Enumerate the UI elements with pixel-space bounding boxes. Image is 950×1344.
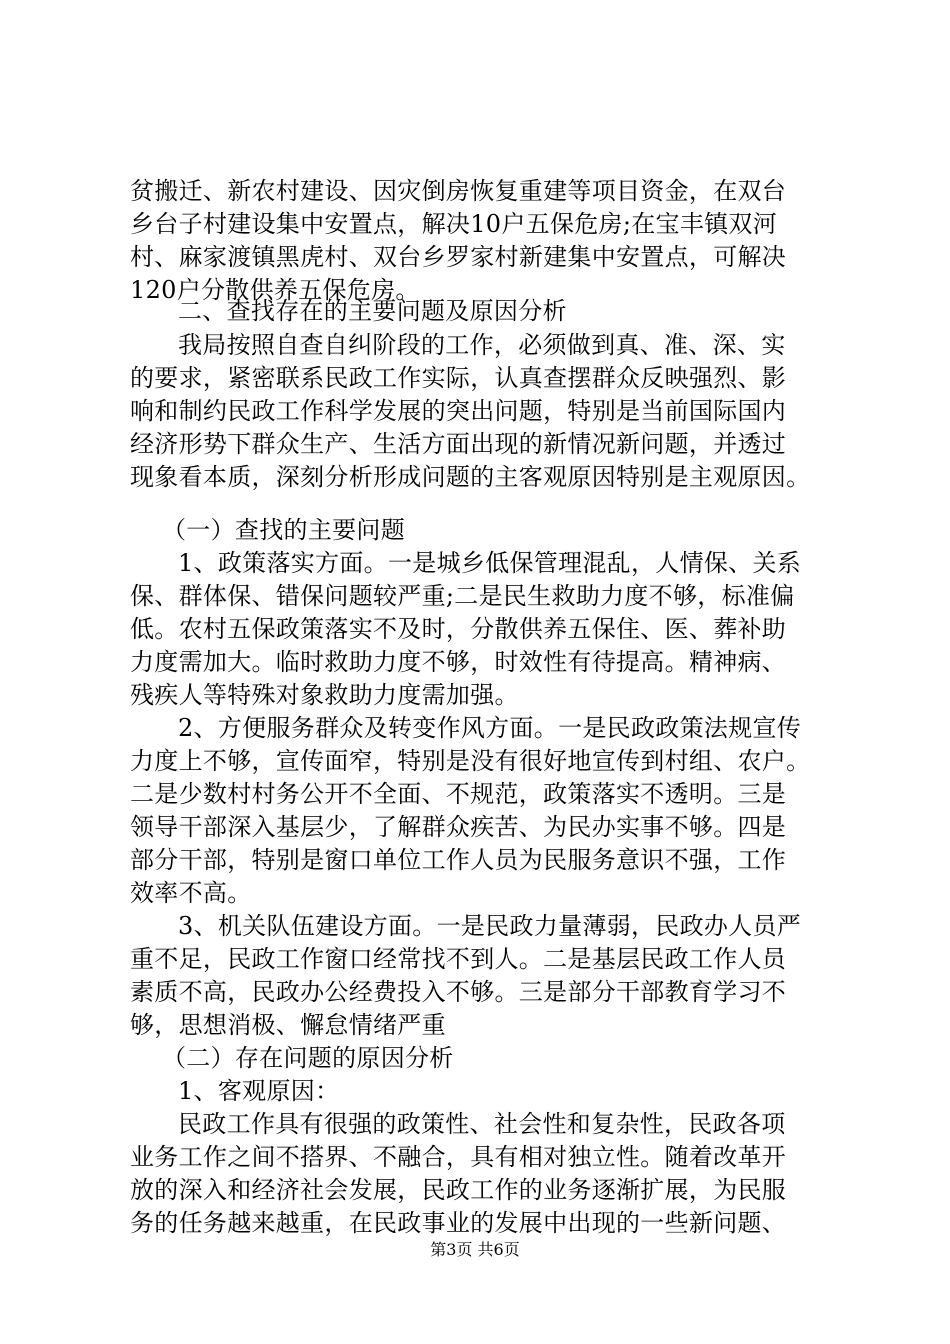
text-line: 力度需加大。临时救助力度不够，时效性有待提高。精神病、: [130, 648, 787, 676]
text-line: 放的深入和经济社会发展，民政工作的业务逐渐扩展，为民服: [130, 1176, 787, 1204]
text-line: 素质不高，民政办公经费投入不够。三是部分干部教育学习不: [130, 978, 787, 1006]
text-line: 低。农村五保政策落实不及时，分散供养五保住、医、葬补助: [130, 615, 787, 643]
text-line: 部分干部，特别是窗口单位工作人员为民服务意识不强，工作: [130, 846, 787, 874]
text-line: 残疾人等特殊对象救助力度需加强。: [130, 681, 519, 709]
subsection-heading: （一）查找的主要问题: [162, 516, 405, 544]
text-line: 重不足，民政工作窗口经常找不到人。二是基层民政工作人员: [130, 945, 787, 973]
text-line: 1、客观原因：: [178, 1077, 340, 1105]
text-line: 领导干部深入基层少，了解群众疾苦、为民办实事不够。四是: [130, 813, 787, 841]
text-line: 业务工作之间不搭界、不融合，具有相对独立性。随着改革开: [130, 1143, 787, 1171]
section-heading: 二、查找存在的主要问题及原因分析: [178, 297, 567, 325]
text-line: 力度上不够，宣传面窄，特别是没有很好地宣传到村组、农户。: [130, 747, 811, 775]
text-line: 贫搬迁、新农村建设、因灾倒房恢复重建等项目资金，在双台: [130, 177, 787, 205]
text-line: 够，思想消极、懈怠情绪严重: [130, 1011, 446, 1039]
text-line: 响和制约民政工作科学发展的突出问题，特别是当前国际国内: [130, 397, 787, 425]
text-line: 120户分散供养五保危房。: [130, 276, 420, 304]
text-line: 1、政策落实方面。一是城乡低保管理混乱，人情保、关系: [178, 549, 802, 577]
text-line: 经济形势下群众生产、生活方面出现的新情况新问题，并透过: [130, 430, 787, 458]
subsection-heading: （二）存在问题的原因分析: [162, 1044, 454, 1072]
text-line: 2、方便服务群众及转变作风方面。一是民政政策法规宣传: [178, 714, 802, 742]
text-line: 3、机关队伍建设方面。一是民政力量薄弱，民政办人员严: [178, 912, 802, 940]
text-line: 村、麻家渡镇黑虎村、双台乡罗家村新建集中安置点，可解决: [130, 243, 787, 271]
text-line: 保、群体保、错保问题较严重;二是民生救助力度不够，标准偏: [130, 582, 795, 610]
text-line: 民政工作具有很强的政策性、社会性和复杂性，民政各项: [178, 1110, 786, 1138]
text-line: 乡台子村建设集中安置点，解决10户五保危房;在宝丰镇双河: [130, 210, 778, 238]
text-line: 务的任务越来越重，在民政事业的发展中出现的一些新问题、: [130, 1209, 787, 1237]
text-line: 现象看本质，深刻分析形成问题的主客观原因特别是主观原因。: [130, 463, 811, 491]
text-line: 的要求，紧密联系民政工作实际，认真查摆群众反映强烈、影: [130, 364, 787, 392]
text-line: 二是少数村村务公开不全面、不规范，政策落实不透明。三是: [130, 780, 787, 808]
text-line: 效率不高。: [130, 879, 252, 907]
text-line: 我局按照自查自纠阶段的工作，必须做到真、准、深、实: [178, 331, 786, 359]
page-number-footer: 第3页 共6页: [430, 1240, 520, 1259]
